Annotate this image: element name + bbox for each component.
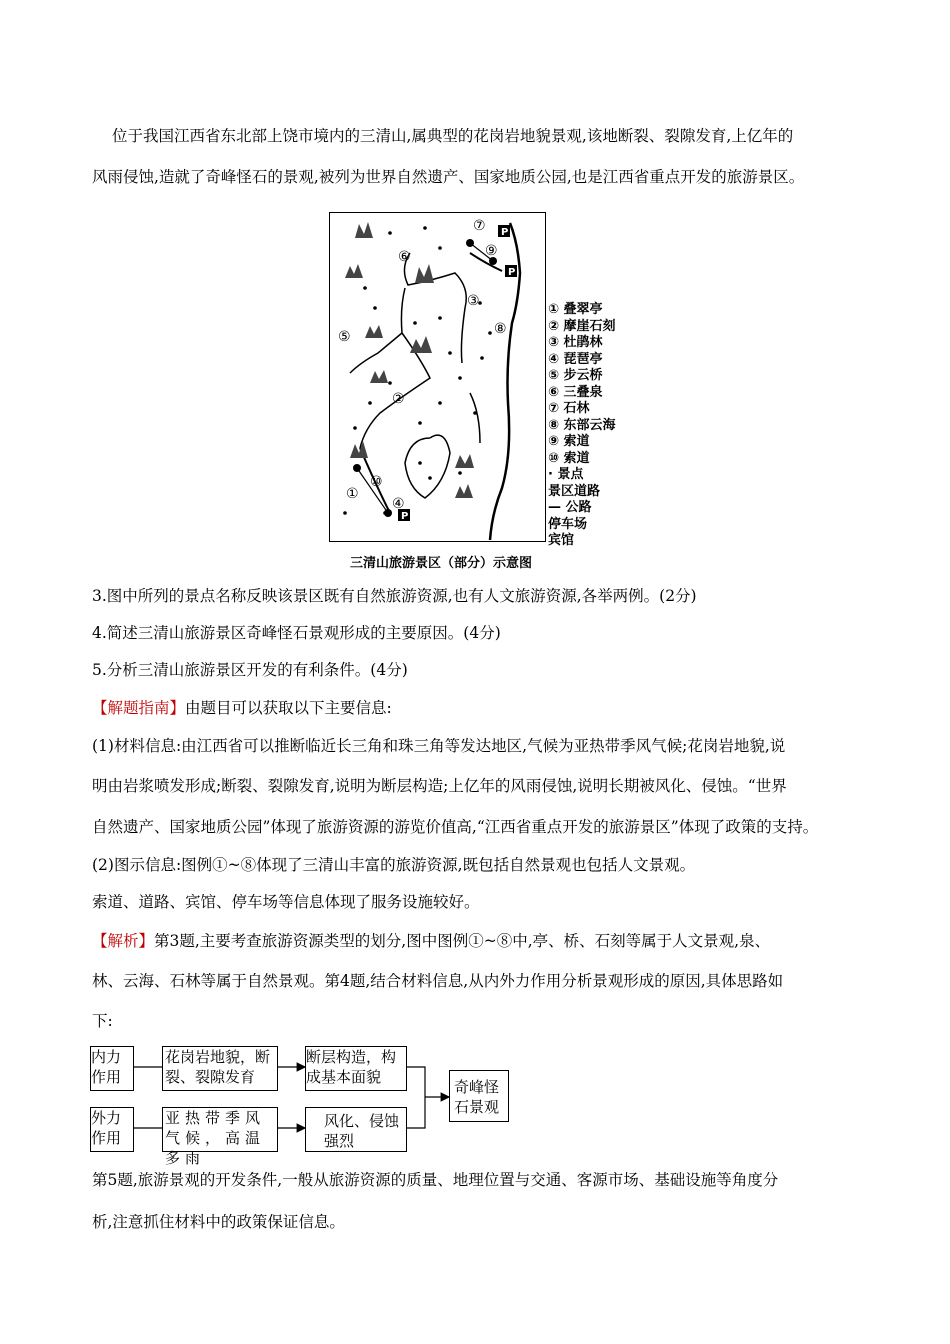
map-marker-4: ④	[392, 496, 405, 512]
legend-item: ⑨ 索道	[548, 434, 590, 449]
legend-item: ③ 杜鹃林	[548, 335, 603, 350]
flow-granite-landform: 花岗岩地貌，断裂、裂隙发育	[162, 1046, 278, 1091]
guide-p1-line2: 明由岩浆喷发形成;断裂、裂隙发育,说明为断层构造;上亿年的风雨侵蚀,说明长期被风化、侵蚀。“世界	[92, 777, 787, 795]
question-3: 3.图中所列的景点名称反映该景区既有自然旅游资源,也有人文旅游资源,各举两例。(2分)	[92, 587, 697, 605]
analysis-text-1: 第3题,主要考查旅游资源类型的划分,图中图例①~⑧中,亭、桥、石刻等属于人文景观,泉、	[154, 932, 771, 950]
legend-item: ② 摩崖石刻	[548, 318, 616, 334]
analysis-line-3: 下:	[92, 1012, 113, 1030]
intro-line-2: 风雨侵蚀,造就了奇峰怪石的景观,被列为世界自然遗产、国家地质公园,也是江西省重点开发的旅游景区。	[92, 168, 805, 186]
guide-p2-line2: 索道、道路、宾馆、停车场等信息体现了服务设施较好。	[92, 893, 480, 911]
legend-item: ④ 琵琶亭	[548, 351, 603, 367]
question-5: 5.分析三清山旅游景区开发的有利条件。(4分)	[92, 661, 408, 679]
legend-item: ⑩ 索道	[548, 450, 590, 466]
guide-p1-line3: 自然遗产、国家地质公园”体现了旅游资源的游览价值高,“江西省重点开发的旅游景区”体现了政策的支持。	[92, 818, 819, 836]
map-marker-6: ⑥	[398, 249, 411, 265]
question-4: 4.简述三清山旅游景区奇峰怪石景观形成的主要原因。(4分)	[92, 624, 501, 642]
flow-fault-structure: 断层构造，构成基本面貌	[305, 1046, 407, 1091]
legend-item: — 公路	[548, 500, 592, 515]
flow-climate: 亚热带季风气候，高温多雨	[162, 1107, 278, 1152]
map-marker-3: ③	[467, 293, 480, 309]
map-marker-5: ⑤	[338, 329, 351, 345]
flow-internal-force: 内力作用	[90, 1046, 134, 1091]
legend-item: ① 叠翠亭	[548, 302, 603, 317]
conclusion-line-1: 第5题,旅游景观的开发条件,一般从旅游资源的质量、地理位置与交通、客源市场、基础设施等角度分	[92, 1171, 779, 1189]
legend-item: 停车场	[548, 516, 588, 532]
legend-item: 宾馆	[548, 533, 575, 548]
legend-item: ⑧ 东部云海	[548, 417, 616, 433]
map-marker-7: ⑦	[473, 218, 486, 234]
parking-label-3: P	[401, 511, 409, 522]
guide-intro: 由题目可以获取以下主要信息:	[185, 699, 392, 717]
parking-label-2: P	[508, 267, 516, 278]
map-marker-10: ⑩	[370, 474, 383, 490]
map-marker-1: ①	[346, 486, 359, 502]
guide-p1-line1: (1)材料信息:由江西省可以推断临近长三角和珠三角等发达地区,气候为亚热带季风气候;花岗岩地貌,说	[92, 737, 786, 755]
legend-item: 景区道路	[548, 483, 601, 499]
map-caption: 三清山旅游景区（部分）示意图	[350, 556, 533, 571]
guide-tag: 【解题指南】	[92, 699, 186, 717]
flow-result: 奇峰怪石景观	[449, 1070, 509, 1122]
flow-erosion: 风化、侵蚀强烈	[305, 1107, 407, 1152]
analysis-line-2: 林、云海、石林等属于自然景观。第4题,结合材料信息,从内外力作用分析景观形成的原因,具体思路如	[92, 972, 784, 990]
parking-label-1: P	[501, 227, 509, 238]
legend-item: ⑥ 三叠泉	[548, 384, 603, 400]
map-marker-9: ⑨	[485, 243, 498, 259]
flow-external-force: 外力作用	[90, 1107, 134, 1152]
map-marker-8: ⑧	[494, 321, 507, 337]
conclusion-line-2: 析,注意抓住材料中的政策保证信息。	[92, 1213, 345, 1231]
map-marker-2: ②	[392, 391, 405, 407]
legend-item: ⑦ 石林	[548, 401, 590, 416]
analysis-tag: 【解析】	[92, 932, 155, 950]
legend-item: · 景点	[548, 467, 584, 482]
intro-line-1: 位于我国江西省东北部上饶市境内的三清山,属典型的花岗岩地貌景观,该地断裂、裂隙发育,上亿年的	[112, 127, 794, 145]
legend-item: ⑤ 步云桥	[548, 368, 603, 383]
guide-p2-line1: (2)图示信息:图例①~⑧体现了三清山丰富的旅游资源,既包括自然景观也包括人文景观。	[92, 856, 696, 874]
